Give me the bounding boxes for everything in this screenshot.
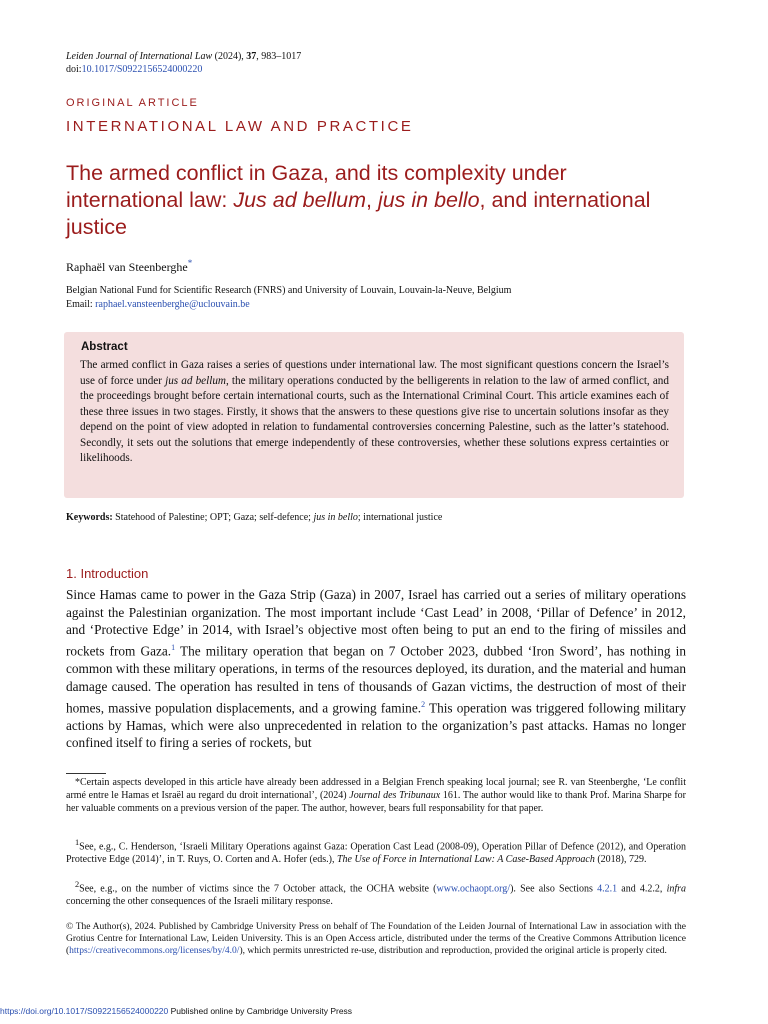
abstract-text: The armed conflict in Gaza raises a series of questions under international law. The most significant questions concern the Israel’s use of force under jus ad bellum, the military operations conducted by the belligerents in relation to the law of armed conflict, and the proceedings brought before certain international courts, such as the International Criminal Court. This article examines each of these three issues in two stages. Firstly, it shows that the answers to these questions give rise to uncertain solutions insofar as they depend on the point of view adopted in relation to fundamental controversies concerning Palestine, such as the latter’s statehood. Secondly, it sets out the solutions that emerge independently of these controversies, whether these solutions express certainties or likelihoods. [80, 359, 669, 464]
footnote-1: $^1$See, e.g., C. Henderson, ‘Israeli Military Operations against Gaza: Operation Cast Lead (2008-09), Operation Pillar of Defence (2012), and Operation Protective Edge (2014)’, in T. Ruys, O. Corten and A. Hofer (eds.), The Use of Force in International Law: A Case-Based Approach (2018), 729. [66, 838, 686, 866]
footnote-ref-1[interactable]: 1 [171, 643, 176, 653]
license-notice: © The Author(s), 2024. Published by Cambridge University Press on behalf of The Foundation of the Leiden Journal of International Law in association with the Grotius Centre for International Law, Leiden University. This is an Open Access article, distributed under the terms of the Creative Commons Attribution licence (https://creativecommons.org/licenses/by/4.0/), which permits unrestricted re-use, distribution and reproduction, provided the original article is properly cited. [66, 922, 686, 956]
footnote-ref-2[interactable]: 2 [421, 699, 426, 709]
author-name: Raphaël van Steenberghe* [66, 258, 193, 274]
doi-link[interactable]: 10.1017/S0922156524000220 [81, 64, 203, 75]
abstract-heading: Abstract [81, 341, 128, 353]
abstract-box [64, 332, 684, 498]
journal-name: Leiden Journal of International Law [66, 51, 213, 62]
footer-doi-link[interactable]: https://doi.org/10.1017/S0922156524000220 [0, 1006, 169, 1016]
section-heading: 1. Introduction [66, 566, 149, 581]
author-email-link[interactable]: raphael.vansteenberghe@uclouvain.be [95, 299, 250, 310]
journal-citation: Leiden Journal of International Law (2024), 37, 983–1017 doi:10.1017/S0922156524000220 [66, 51, 302, 75]
ocha-link[interactable]: www.ochaopt.org/ [436, 883, 511, 895]
article-type: ORIGINAL ARTICLE [66, 97, 199, 109]
page-footer: https://doi.org/10.1017/S0922156524000220 Published online by Cambridge University Press [0, 1006, 353, 1016]
author-note-mark[interactable]: * [187, 258, 193, 268]
article-title: The armed conflict in Gaza, and its complexity under international law: Jus ad bellum, jus in bello, and international justice [66, 161, 651, 239]
footnote-2: $^2$See, e.g., on the number of victims since the 7 October attack, the OCHA website (www.ochaopt.org/). See also Sections 4.2.1 and 4.2.2, infra concerning the other consequences of the Israeli military response. [66, 880, 687, 908]
section-link[interactable]: 4.2.1 [597, 883, 618, 895]
author-affiliation: Belgian National Fund for Scientific Research (FNRS) and University of Louvain, Louvain-la-Neuve, Belgium Email: raphael.vansteenberghe@uclouvain.be [66, 285, 512, 310]
article-section: INTERNATIONAL LAW AND PRACTICE [66, 118, 414, 135]
license-link[interactable]: https://creativecommons.org/licenses/by/4.0/ [69, 946, 240, 956]
keywords: Keywords: Statehood of Palestine; OPT; Gaza; self-defence; jus in bello; international justice [66, 512, 443, 523]
body-paragraph: Since Hamas came to power in the Gaza Strip (Gaza) in 2007, Israel has carried out a series of military operations against the Palestinian organization. The most important include ‘Cast Lead’ in 2008, ‘Pillar of Defence’ in 2012, and ‘Protective Edge’ in 2014, with Israel’s objective most often being to put an end to the firing of missiles and rockets from Gaza.$^1$ The military operation that began on 7 October 2023, dubbed ‘Iron Sword’, has nothing in common with these military operations, in terms of the resources deployed, its duration, and the material and human damage caused. The operation has resulted in tens of thousands of Gazan victims, the destruction of most of their homes, massive population displacements, and a growing famine.$^2$ This operation was triggered following military actions by Hamas, which were also unprecedented in relation to the organization’s past attacks. Hamas no longer confined itself to firing a series of rockets, but [66, 587, 686, 751]
footnote-divider [66, 773, 106, 774]
footnote-star: *Certain aspects developed in this article have already been addressed in a Belgian French speaking local journal; see R. van Steenberghe, ‘Le conflit armé entre le Hamas et Israël au regard du droit international’, (2024) Journal des Tribunaux 161. The author would like to thank Prof. Marina Sharpe for her valuable comments on a previous version of the paper. The author, however, bears full responsability for that paper. [66, 777, 686, 814]
journal-volume: 37 [246, 51, 257, 62]
